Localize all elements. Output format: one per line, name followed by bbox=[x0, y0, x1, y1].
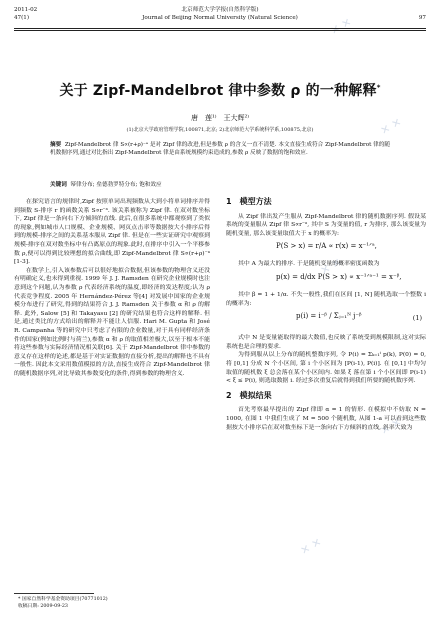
watermark: ✕ ✕ bbox=[298, 535, 324, 558]
page-number: 97 bbox=[418, 15, 426, 21]
results-paragraph-1: 首先考察最早提出的 Zipf 律即 α = 1 的情形. 在模拟中不妨取 N = 1000, 在图 1 中我们生成了 M = 500 个随机数, 从图 1-a 可以看到这些数据按大小排序后在双对数坐标下是一条向右下方倾斜的直线, 斜率大致为 bbox=[226, 407, 426, 431]
abstract bbox=[50, 141, 390, 157]
journal-name-cn: 北京师范大学学报(自然科学版) bbox=[181, 7, 259, 13]
abstract-text: Zipf-Mandelbrot 律 S∝(r+ρ)⁻ᵃ 是对 Zipf 律的改进,但是参数 ρ 的含义一直不清楚. 本文直接生成符合 Zipf-Mandelbrot 律的随机数据序列,通过对比指出 Zipf-Mandelbrot 律是由系统规模约束造成的,参数 ρ 反映了数据的饱和效应. bbox=[50, 142, 390, 157]
keywords bbox=[50, 181, 390, 189]
page-header bbox=[14, 4, 426, 30]
article-title bbox=[0, 80, 440, 100]
abstract-label: 摘要 bbox=[50, 142, 62, 148]
footnote-funding: * 国家自然科学基金资助项目(70771012) bbox=[18, 597, 108, 602]
authors: 唐 莲¹⁾ 王大辉²⁾ bbox=[190, 114, 250, 122]
left-column bbox=[14, 198, 210, 378]
footnotes bbox=[18, 596, 108, 610]
equation-1-number: (1) bbox=[412, 314, 422, 323]
model-paragraph-3: 其中 β = 1 + 1/α. 不失一般性,我们在区间 [1, N] 随机选取一个整数 i 的概率为: bbox=[226, 291, 426, 307]
issue-date: 2011-02 bbox=[14, 7, 38, 13]
watermark: ✕ ✕ bbox=[328, 15, 354, 38]
equation-pdf bbox=[226, 269, 426, 291]
watermark: ✕ ✕ bbox=[378, 115, 404, 138]
equation-pdf-body: p(x) = d/dx P(S > x) ∝ x⁻¹ᐟᵃ⁻¹ = x⁻ᵝ, bbox=[276, 272, 402, 281]
intro-paragraph-1: 在探究语言的规律时,Zipf 按照单词出现频数从大到小将单词排序并得到频数 S-排序 r 的函数关系 S∝r⁻ᵃ. 该关系被称为 Zipf 律. 在双对数坐标下, Zipf 律是一条向右下方倾斜的直线. 此后,在很多系统中都观察到了类似的现象,例如城市人口规模、企业规模、网页点击率等数据按大小排序后得到的规模-排序之间的关系基本服从 Zipf 律. 但是在一些实证研究中观察到规模-排序在双对数坐标中有凸离原点的现象.此时,在排序中引入一个平移参数 ρ,便可以得到比较理想的拟合曲线,即 Zipf-Mandelbrot 律 S∝(r+ρ)⁻ᵃ [1-3]. bbox=[14, 199, 210, 266]
affiliations: (1)北京大学政府管理学院,100871,北京; 2)北京师范大学系统科学系,100875,北京) bbox=[126, 127, 314, 133]
model-paragraph-4: 式中 N 是变量能取得的最大数值,也反映了系统受到规模限制,这对实际系统也是合理的要求. bbox=[226, 335, 426, 350]
equation-1 bbox=[226, 308, 426, 334]
equation-cdf bbox=[226, 238, 426, 260]
model-paragraph-5: 为得到服从以上分布的随机整数序列, 令 P(i) = Σₖ₌₁ⁱ p(k), P(0) = 0, 将 [0,1] 分成 N 个小区间, 第 i 个小区间为 [P(i-1), P(i)]. 在 [0,1] 中均匀取值的随机数 ξ 总会落在某个小区间内. 如果 ξ 落在第 i 个小区间即 P(i-1) < ξ ≤ P(i), 则选取数据 i. 经过多次重复后就得到我们所要的随机数序列. bbox=[226, 352, 426, 385]
header-rule-thin bbox=[14, 30, 426, 31]
footnote-received: 收稿日期: 2009-09-23 bbox=[18, 604, 68, 609]
equation-1-body: p(i) = i⁻ᵝ / Σⱼ₌₁ᴺ j⁻ᵝ bbox=[296, 312, 362, 321]
section-heading-model: 1 模型方法 bbox=[226, 197, 272, 206]
intro-paragraph-2: 在数学上,引入该参数后可以很好地拟合数据,但该参数的物理含义还没有明确定义,也未得到重视. 1999 年 J. J. Ramsden 在研究企业规模时也注意到这个问题,认为参数 ρ 代表经济系统的温度,即经济的发达程度;认为 ρ 代表竞争程度. 2005 年 Hernández-Pérez 等[4] 对发展中国家的企业规模分布进行了研究,得到的结果符合 J. J. Ramsden 关于参数 α 和 ρ 的解释. 此外, Salow [5] 和 Takayasu [2] 的研究结果也符合这样的解释. 但是,通过类比的方式给出的解释并不能让人信服. Hari M. Gupta 和 José R. Campanha 等的研究中只考虑了有限的企业数量,对于具有同样经济条件的国家(例如比例时与荷兰),参数 α 和 ρ 的取值相差极大,以至于根本不能将这些参数与实际经济情况相关联[6]. 关于 Zipf-Mandelbrot 律中参数的意义存在这样的论述,都是基于对实证数据的直接分析,提出的解释也不具有一般性. 因此本文采用数值模拟的方法,直接生成符合 Zipf-Mandelbrot 律的随机数据序列,对比导致其参数变化的条件,得到参数的物理含义. bbox=[14, 267, 210, 377]
watermark: ✕ ✕ bbox=[318, 255, 344, 278]
model-paragraph-1: 从 Zipf 律出发产生服从 Zipf-Mandelbrot 律的随机数据序列. 假设某系统的变量服从 Zipf 律 S∝r⁻ᵃ, 其中 S 为变量的值, r 为排序, 那么该变量为随机变量, 那么该变量取值大于 x 的概率为: bbox=[226, 213, 426, 237]
footnote-rule bbox=[14, 593, 94, 594]
article-title-text: 关于 Zipf-Mandelbrot 律中参数 ρ 的一种解释 bbox=[59, 83, 377, 99]
title-footnote-mark: * bbox=[376, 83, 381, 92]
header-rule bbox=[14, 28, 426, 29]
watermark: ✕ ✕ bbox=[378, 415, 404, 438]
right-column bbox=[226, 198, 426, 432]
keywords-text: 幂律分布; 垒德勃罗特分布; 饱和效应 bbox=[70, 182, 162, 188]
section-heading-results: 2 模拟结果 bbox=[226, 390, 272, 400]
equation-cdf-body: P(S > x) = r/A ∝ r(x) = x⁻¹ᐟᵃ, bbox=[276, 242, 377, 251]
journal-name bbox=[14, 6, 426, 22]
issue-volume: 47(1) bbox=[14, 15, 30, 21]
model-paragraph-2: 其中 A 为最大的排序. 于是随机变量的概率密度函数为 bbox=[238, 261, 380, 268]
keywords-label: 关键词 bbox=[50, 182, 67, 188]
journal-name-en: Journal of Beijing Normal University (Natural Science) bbox=[142, 15, 298, 21]
